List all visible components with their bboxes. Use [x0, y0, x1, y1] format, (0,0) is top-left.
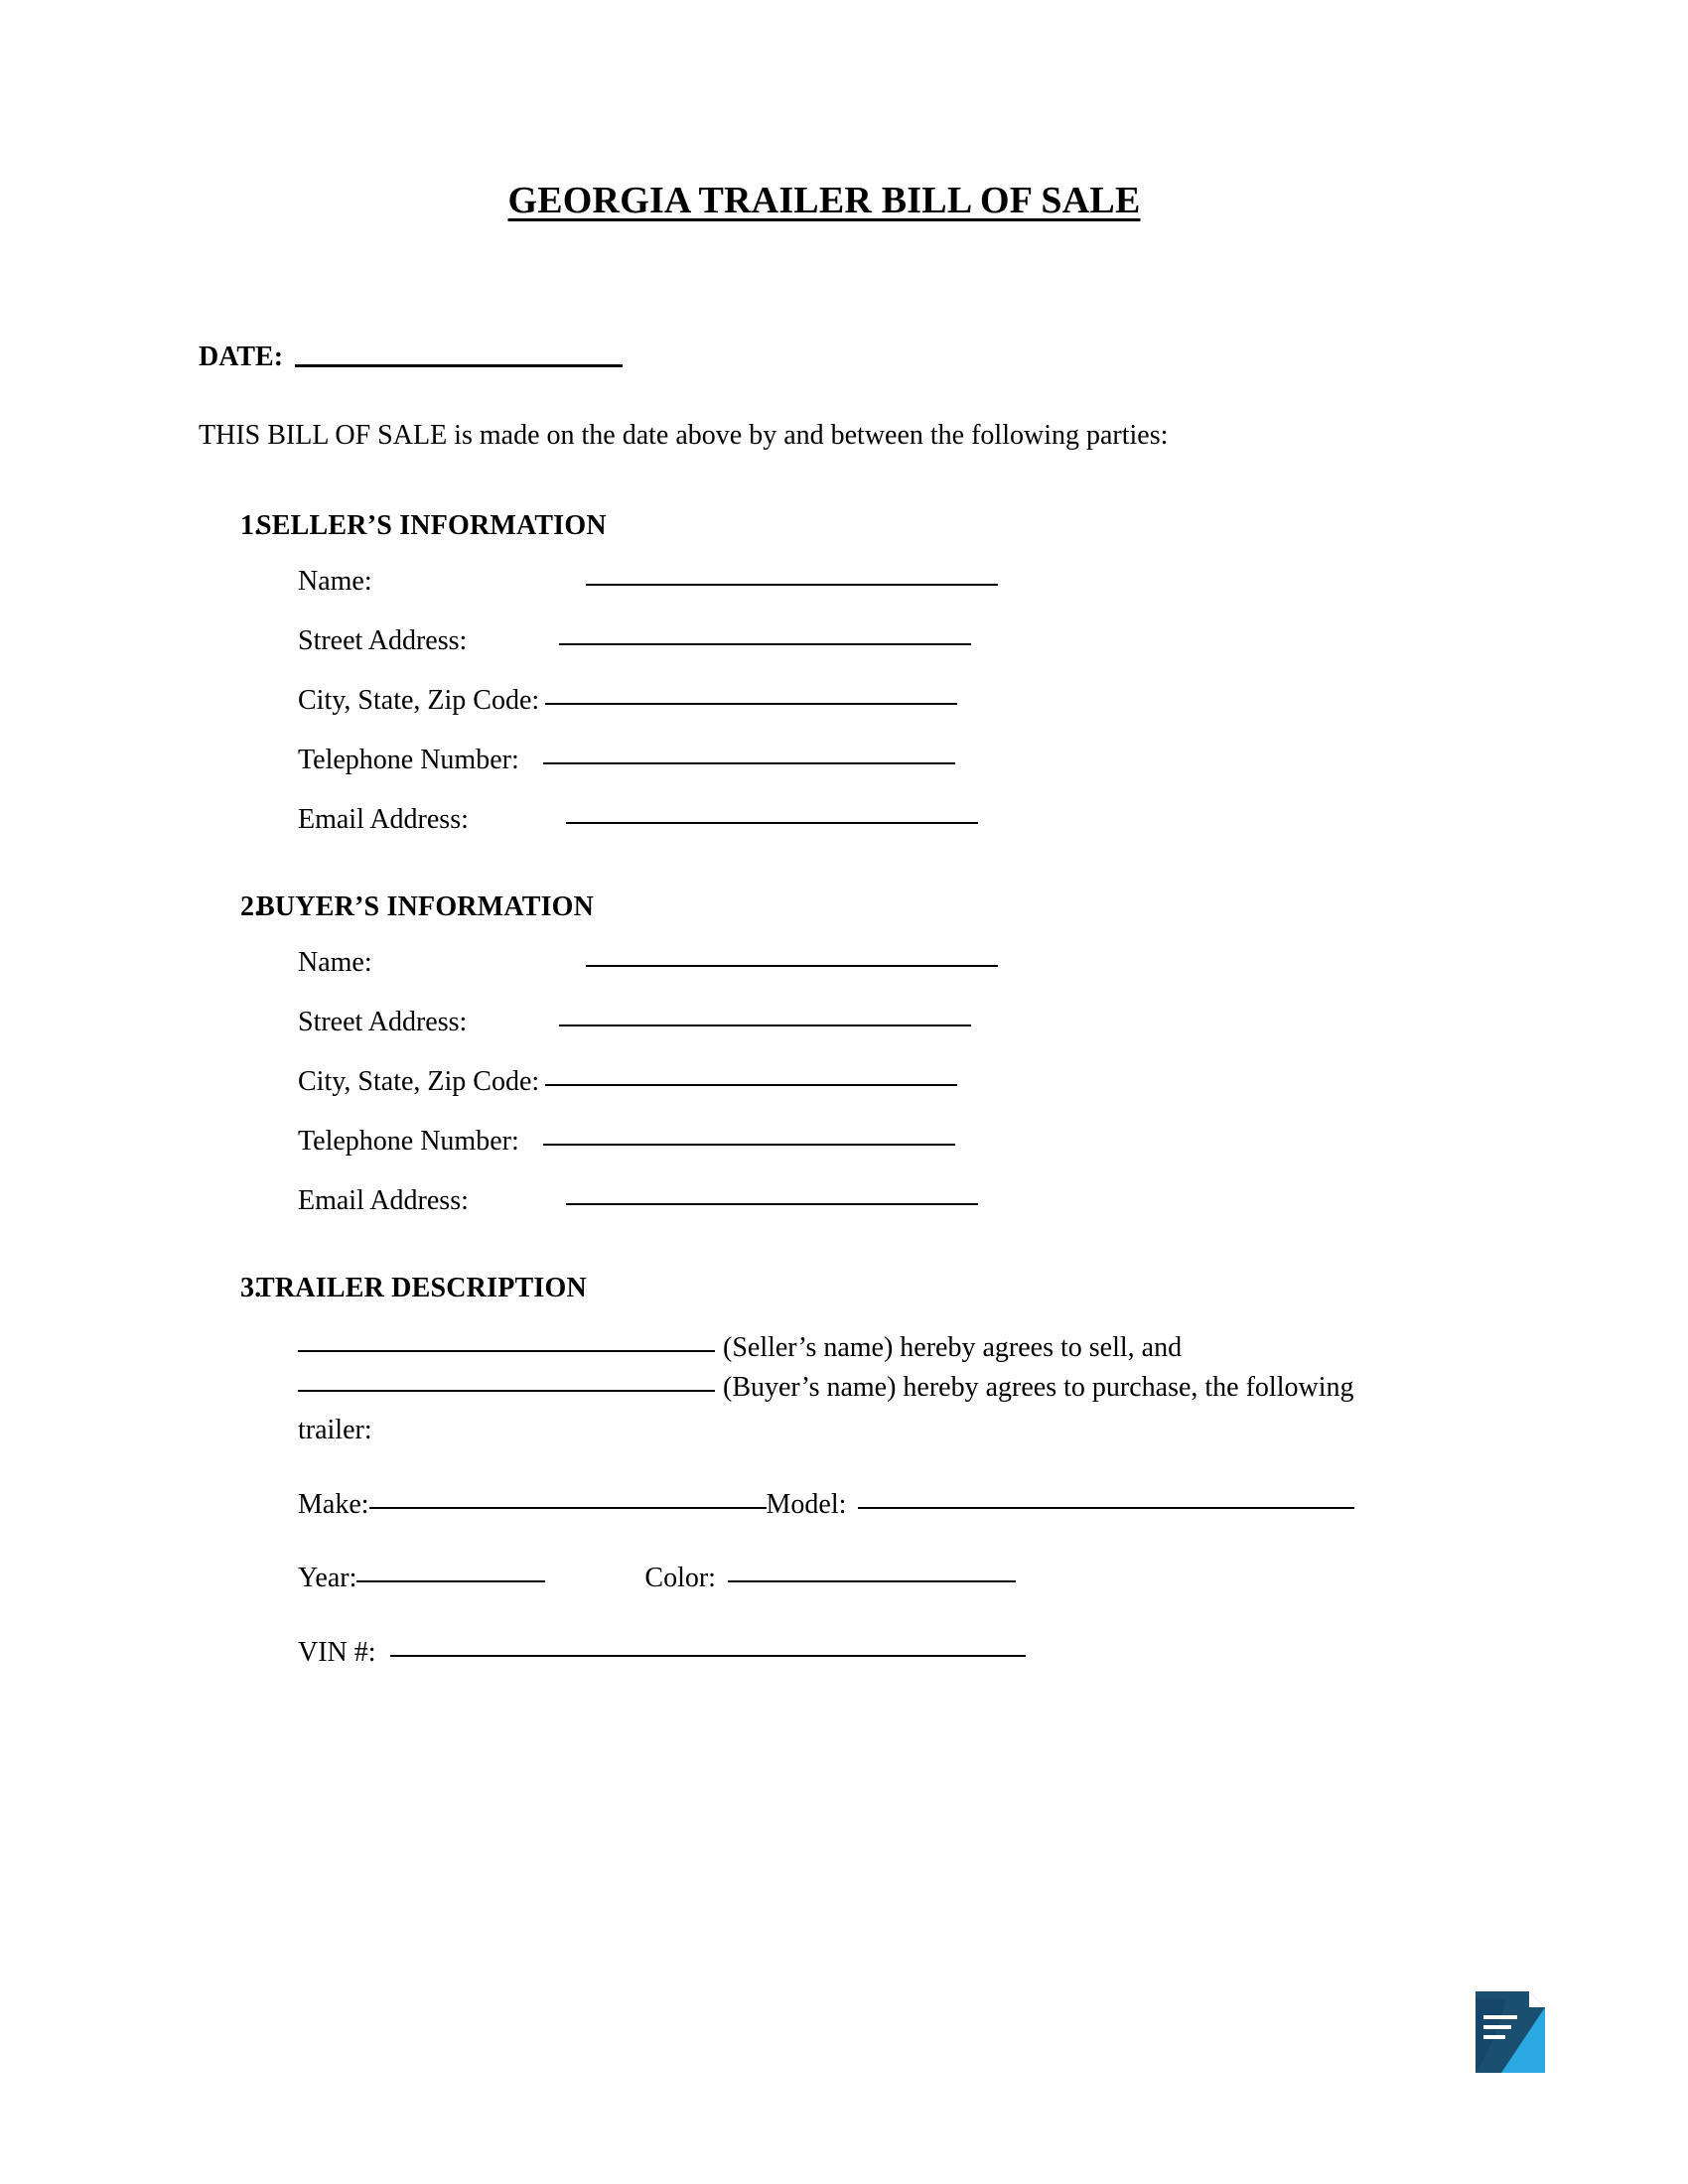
buyer-citystatezip-label: City, State, Zip Code:	[298, 1065, 540, 1097]
section-seller-heading	[199, 510, 1489, 542]
seller-citystatezip-input[interactable]	[545, 703, 957, 705]
seller-name-clause-input[interactable]	[298, 1350, 715, 1352]
year-color-row	[298, 1559, 1489, 1599]
buyer-email-row	[298, 1185, 1489, 1217]
trailer-description-body	[199, 1328, 1489, 1674]
seller-street-row	[298, 625, 1489, 657]
vin-label: VIN #:	[298, 1636, 376, 1668]
section-trailer-description	[199, 1273, 1489, 1674]
buyer-street-label: Street Address:	[298, 1006, 468, 1037]
buyer-name-input[interactable]	[586, 965, 998, 967]
seller-telephone-label: Telephone Number:	[298, 744, 519, 775]
seller-telephone-row	[298, 745, 1489, 776]
seller-fields	[199, 566, 1489, 836]
seller-citystatezip-row	[298, 685, 1489, 717]
make-input[interactable]	[369, 1507, 767, 1509]
seller-name-clause-text: (Seller’s name) hereby agrees to sell, and	[723, 1331, 1183, 1363]
seller-email-label: Email Address:	[298, 803, 469, 835]
buyer-street-row	[298, 1007, 1489, 1038]
make-label: Make:	[298, 1488, 369, 1520]
section-buyer-number: 2.	[240, 890, 262, 922]
buyer-name-label: Name:	[298, 946, 372, 978]
seller-street-input[interactable]	[559, 643, 971, 645]
section-buyer-heading	[199, 891, 1489, 923]
buyer-citystatezip-row	[298, 1066, 1489, 1098]
section-buyer-title: BUYER’S INFORMATION	[256, 890, 595, 922]
buyer-street-input[interactable]	[559, 1024, 971, 1026]
intro-paragraph: THIS BILL OF SALE is made on the date above by and between the following parties:	[199, 420, 1169, 451]
section-trailer-title: TRAILER DESCRIPTION	[256, 1272, 587, 1303]
buyer-email-input[interactable]	[566, 1203, 978, 1205]
seller-email-row	[298, 804, 1489, 836]
seller-name-row	[298, 566, 1489, 598]
section-seller-title: SELLER’S INFORMATION	[256, 509, 607, 541]
vin-input[interactable]	[390, 1655, 1026, 1657]
section-seller-number: 1.	[240, 509, 262, 541]
color-label: Color:	[644, 1563, 716, 1594]
buyer-citystatezip-input[interactable]	[545, 1084, 957, 1086]
buyer-email-label: Email Address:	[298, 1184, 469, 1216]
buyer-name-clause-input[interactable]	[298, 1390, 715, 1392]
buyer-fields	[199, 947, 1489, 1217]
year-input[interactable]	[356, 1580, 545, 1582]
section-buyer	[199, 891, 1489, 1217]
seller-telephone-input[interactable]	[543, 762, 955, 764]
seller-citystatezip-label: City, State, Zip Code:	[298, 684, 540, 716]
buyer-telephone-input[interactable]	[543, 1144, 955, 1146]
trailer-word: trailer:	[298, 1414, 372, 1445]
make-model-row	[298, 1485, 1489, 1526]
buyer-telephone-label: Telephone Number:	[298, 1125, 519, 1157]
color-input[interactable]	[728, 1580, 1016, 1582]
document-logo-icon	[1472, 1989, 1549, 2075]
seller-name-label: Name:	[298, 565, 372, 597]
date-input-rule[interactable]	[295, 364, 623, 367]
vin-row	[298, 1633, 1489, 1674]
model-label: Model:	[766, 1488, 847, 1520]
buyer-name-clause-text: (Buyer’s name) hereby agrees to purchase, the following	[723, 1372, 1354, 1404]
date-label: DATE:	[199, 341, 284, 372]
date-field	[199, 341, 1489, 373]
section-seller	[199, 510, 1489, 836]
page-title: GEORGIA TRAILER BILL OF SALE	[507, 180, 1141, 221]
model-input[interactable]	[858, 1507, 1354, 1509]
seller-email-input[interactable]	[566, 822, 978, 824]
buyer-name-clause-row	[298, 1368, 1489, 1409]
buyer-name-row	[298, 947, 1489, 979]
section-trailer-heading	[199, 1273, 1489, 1304]
section-trailer-number: 3.	[240, 1272, 262, 1303]
buyer-telephone-row	[298, 1126, 1489, 1158]
year-label: Year:	[298, 1563, 357, 1594]
seller-name-input[interactable]	[586, 584, 998, 586]
seller-street-label: Street Address:	[298, 624, 468, 656]
seller-name-clause-row	[298, 1328, 1489, 1369]
